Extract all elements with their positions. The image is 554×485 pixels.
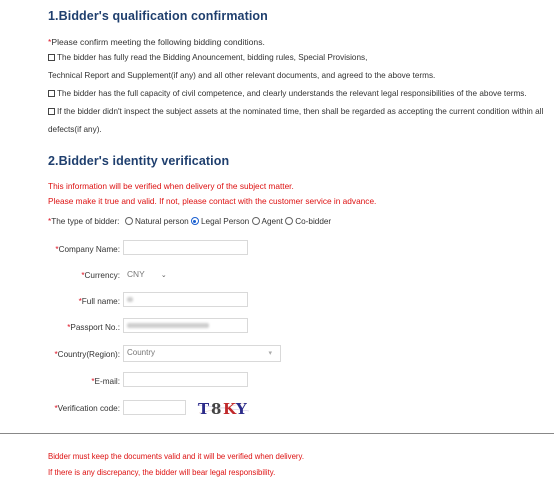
condition-2[interactable]: The bidder has the full capacity of civil competence, and clearly understands the relevant legal responsibilities of the above terms. [48,89,527,98]
bidder-type-natural-person[interactable]: Natural person [125,217,189,226]
condition-3-checkbox[interactable] [48,108,55,115]
section-title-qualification: 1.Bidder's qualification confirmation [48,9,268,23]
bidder-type-group [125,217,331,226]
passport-input[interactable] [123,318,248,333]
bidder-type-legal-person[interactable]: Legal Person [191,217,249,226]
chevron-down-icon: ▾ [268,350,272,357]
section-divider [0,433,554,434]
svg-text:T: T [198,400,210,416]
radio-natural-person[interactable] [125,217,133,225]
currency-select[interactable]: CNY ⌄ [127,269,167,279]
full-name-label: *Full name: [78,297,120,306]
notice-line-2: Please make it true and valid. If not, please contact with the customer service in advance. [48,196,377,206]
radio-agent[interactable] [252,217,260,225]
bidder-type-co-bidder[interactable]: Co-bidder [285,217,331,226]
condition-1[interactable]: The bidder has fully read the Bidding Anouncement, bidding rules, Special Provisions, [48,53,367,62]
bidder-type-label: *The type of bidder: [48,217,120,226]
condition-1-continued: Technical Report and Supplement(if any) and all other relevant documents, and agreed to the above terms. [48,71,436,80]
svg-text:K: K [223,400,237,416]
qualification-prompt: *Please confirm meeting the following bidding conditions. [48,37,265,47]
country-label: *Country(Region): [54,350,120,359]
company-name-input[interactable] [123,240,248,255]
condition-3[interactable]: If the bidder didn't inspect the subject assets at the nominated time, then shall be regarded as accepting the current condition within all [48,107,543,116]
condition-2-checkbox[interactable] [48,90,55,97]
svg-text:Y: Y [236,400,247,416]
company-name-label: *Company Name: [55,245,120,254]
full-name-input[interactable] [123,292,248,307]
footer-line-2: If there is any discrepancy, the bidder will bear legal responsibility. [48,468,276,477]
radio-legal-person[interactable] [191,217,199,225]
email-input[interactable] [123,372,248,387]
bidder-type-agent[interactable]: Agent [252,217,283,226]
section-title-identity: 2.Bidder's identity verification [48,154,230,168]
footer-line-1: Bidder must keep the documents valid and it will be verified when delivery. [48,452,304,461]
passport-label: *Passport No.: [67,323,120,332]
radio-co-bidder[interactable] [285,217,293,225]
country-select[interactable]: Country ▾ [123,345,281,362]
captcha-image[interactable] [195,399,251,416]
notice-line-1: This information will be verified when delivery of the subject matter. [48,181,294,191]
email-label: *E-mail: [91,377,120,386]
condition-3-continued: defects(if any). [48,125,102,134]
svg-text:8: 8 [211,400,222,416]
condition-1-checkbox[interactable] [48,54,55,61]
chevron-down-icon: ⌄ [160,272,167,279]
verification-code-input[interactable] [123,400,186,415]
verification-label: *Verification code: [54,404,120,413]
currency-label: *Currency: [81,271,120,280]
